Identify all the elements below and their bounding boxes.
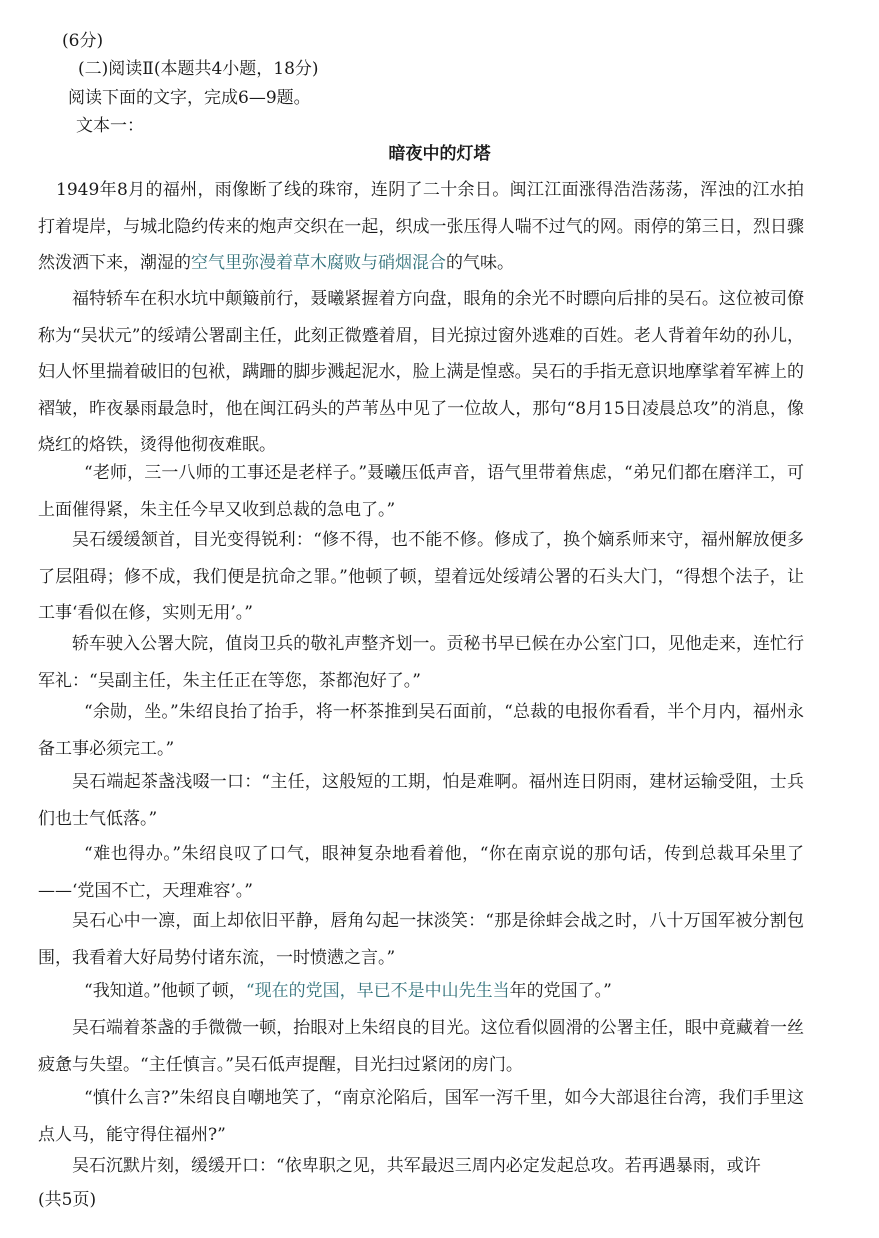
article-title: 暗夜中的灯塔 bbox=[388, 144, 491, 164]
paragraph-13: 吴石沉默片刻，缓缓开口：“依卑职之见，共军最迟三周内必定发起总攻。若再遇暴雨，或许 bbox=[72, 1156, 761, 1176]
paragraph-4: 吴石缓缓颔首，目光变得锐利：“修不得，也不能不修。修成了，换个嫡系师来守，福州解放便多了层阻碍；修不成，我们便是抗命之罪。”他顿了顿，望着远处绥靖公署的石头大门，“得想个法子，让工事‘看似在修，实则无用’。” bbox=[38, 530, 804, 623]
paragraph-10-highlight: “现在的党国，早已不是中山先生当 bbox=[245, 981, 510, 1001]
paragraph-11: 吴石端着茶盏的手微微一顿，抬眼对上朱绍良的目光。这位看似圆滑的公署主任，眼中竟藏着一丝疲惫与失望。“主任慎言。”吴石低声提醒，目光扫过紧闭的房门。 bbox=[38, 1018, 804, 1075]
paragraph-7: 吴石端起茶盏浅啜一口：“主任，这般短的工期，怕是难啊。福州连日阴雨，建材运输受阻，士兵们也士气低落。” bbox=[38, 772, 804, 829]
paragraph-1-text: 1949年8月的福州，雨像断了线的珠帘，连阴了二十余日。闽江江面涨得浩浩荡荡，浑浊的江水拍打着堤岸，与城北隐约传来的炮声交织在一起，织成一张压得人喘不过气的网。雨停的第三日，烈日骤然泼洒下来，潮湿的 bbox=[38, 180, 804, 273]
score-note: (6分) bbox=[62, 31, 104, 51]
paragraph-2: 福特轿车在积水坑中颠簸前行，聂曦紧握着方向盘，眼角的余光不时瞟向后排的吴石。这位被司僚称为“吴状元”的绥靖公署副主任，此刻正微蹙着眉，目光掠过窗外逃难的百姓。老人背着年幼的孙儿，妇人怀里揣着破旧的包袱，蹒跚的脚步溅起泥水，脸上满是惶惑。吴石的手指无意识地摩挲着军裤上的褶皱，昨夜暴雨最急时，他在闽江码头的芦苇丛中见了一位故人，那句“8月15日凌晨总攻”的消息，像烧红的烙铁，烫得他彻夜难眠。 bbox=[38, 289, 804, 455]
paragraph-10 bbox=[38, 973, 804, 1010]
paragraph-12: “慎什么言?”朱绍良自嘲地笑了，“南京沦陷后，国军一泻千里，如今大部退往台湾，我们手里这点人马，能守得住福州?” bbox=[38, 1088, 804, 1145]
paragraph-8: “难也得办。”朱绍良叹了口气，眼神复杂地看着他，“你在南京说的那句话，传到总裁耳朵里了——‘党国不亡，天理难容’。” bbox=[38, 844, 804, 901]
reading-instruction: 阅读下面的文字，完成6—9题。 bbox=[68, 88, 311, 108]
paragraph-1-end: 的气味。 bbox=[446, 253, 514, 273]
paragraph-1-highlight: 空气里弥漫着草木腐败与硝烟混合 bbox=[191, 253, 446, 273]
paragraph-1 bbox=[38, 172, 804, 282]
page-count: (共5页) bbox=[38, 1190, 97, 1210]
paragraph-9: 吴石心中一凛，面上却依旧平静，唇角勾起一抹淡笑：“那是徐蚌会战之时，八十万国军被分割包围，我看着大好局势付诸东流，一时愤懑之言。” bbox=[38, 911, 804, 968]
text-label: 文本一： bbox=[76, 116, 144, 136]
paragraph-3: “老师，三一八师的工事还是老样子。”聂曦压低声音，语气里带着焦虑，“弟兄们都在磨洋工，可上面催得紧，朱主任今早又收到总裁的急电了。” bbox=[38, 463, 804, 520]
paragraph-5: 轿车驶入公署大院，值岗卫兵的敬礼声整齐划一。贡秘书早已候在办公室门口，见他走来，连忙行军礼：“吴副主任，朱主任正在等您，茶都泡好了。” bbox=[38, 634, 804, 691]
paragraph-10-end: 年的党国了。” bbox=[509, 981, 612, 1001]
paragraph-10-text: “我知道。”他顿了顿， bbox=[84, 981, 246, 1001]
paragraph-6: “余勋，坐。”朱绍良抬了抬手，将一杯茶推到吴石面前，“总裁的电报你看看，半个月内，福州永备工事必须完工。” bbox=[38, 702, 804, 759]
section-heading: (二)阅读Ⅱ(本题共4小题，18分) bbox=[78, 59, 319, 79]
